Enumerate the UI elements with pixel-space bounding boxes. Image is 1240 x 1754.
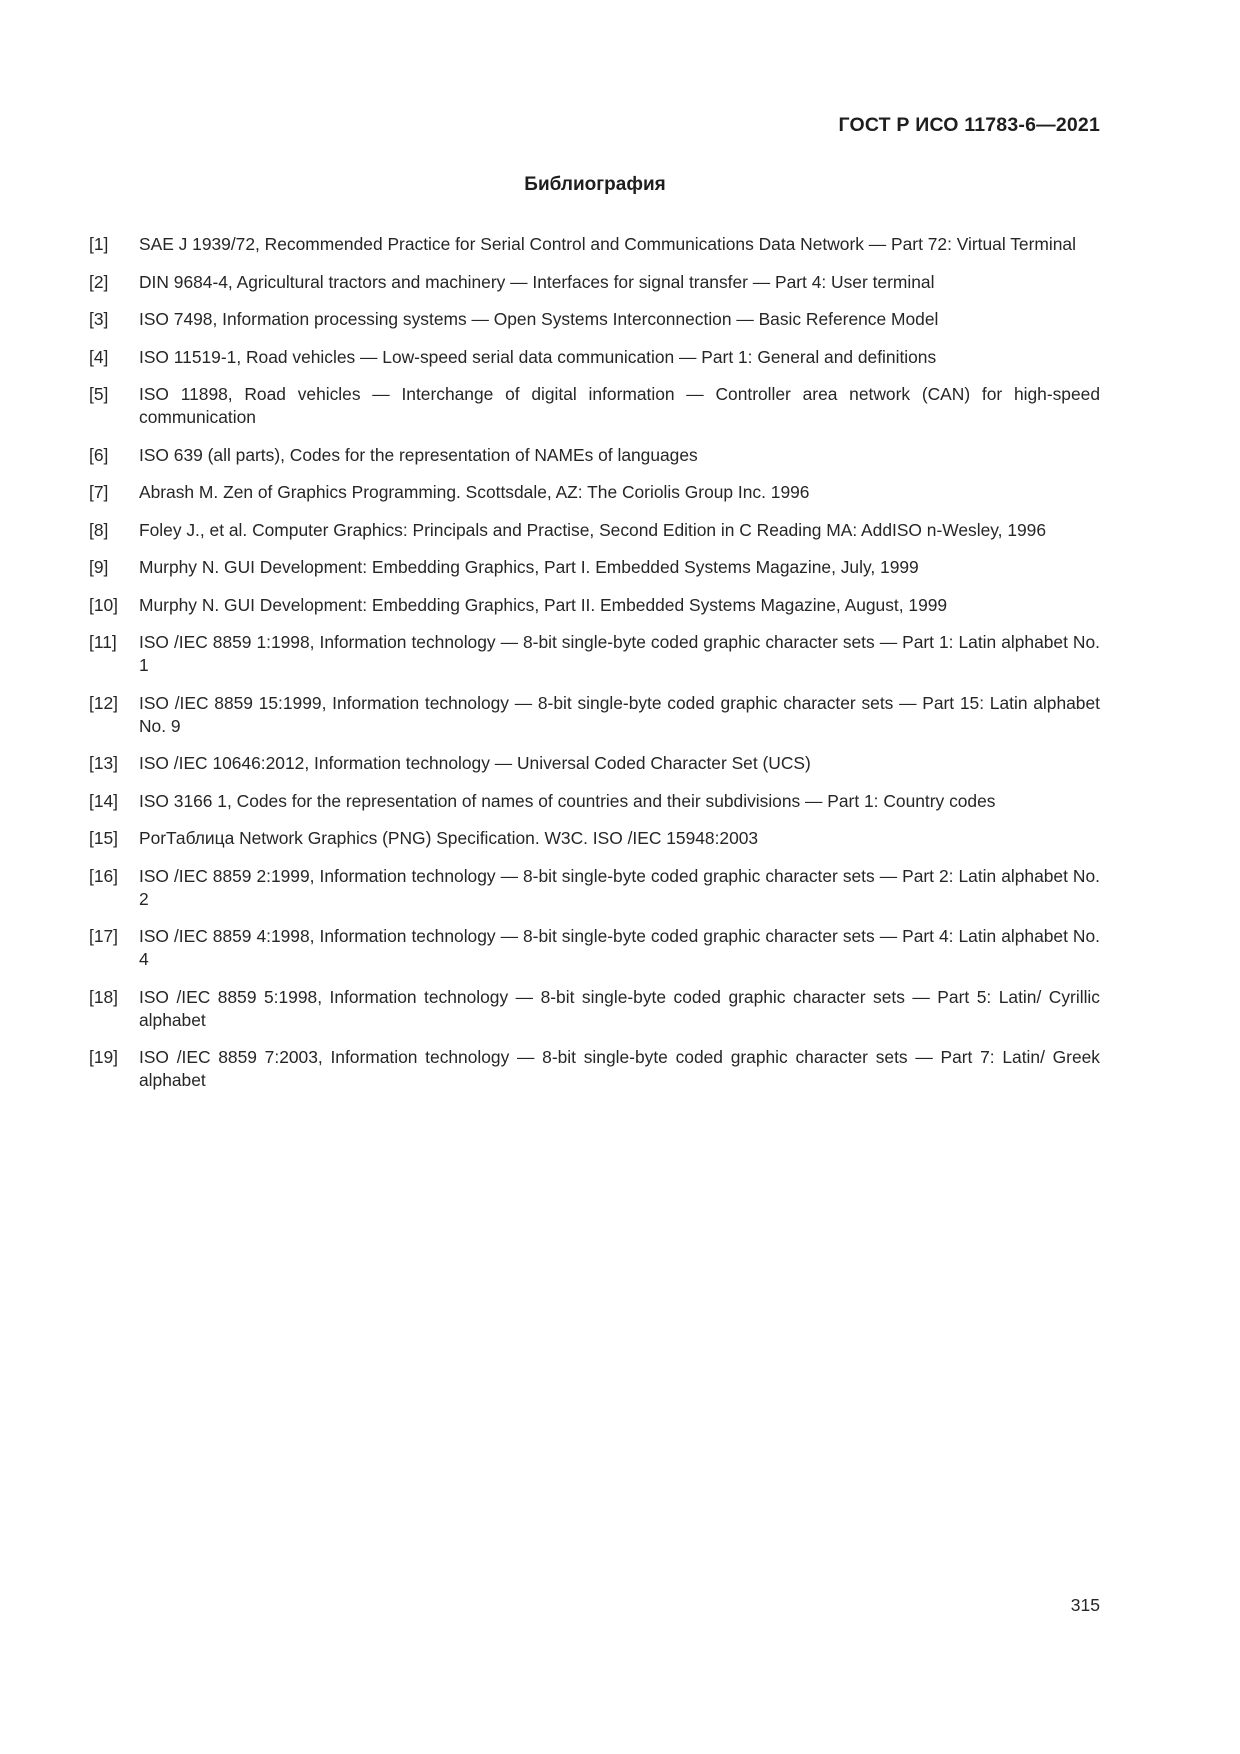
reference-text: ISO /IEC 8859 5:1998, Information technology — 8-bit single-byte coded graphic character sets — Part 5: Latin/ Cyrillic alphabet [139,986,1100,1030]
reference-item [89,444,1100,467]
reference-number: [2] [89,271,109,292]
reference-item [89,519,1100,542]
reference-item [89,692,1100,738]
reference-number: [19] [89,1047,119,1067]
reference-item [89,752,1100,775]
reference-item [89,308,1100,331]
reference-item [89,1046,1100,1092]
reference-number: [9] [89,557,109,577]
reference-item [89,594,1100,617]
reference-item [89,383,1100,429]
reference-text: ISO /IEC 8859 4:1998, Information technology — 8-bit single-byte coded graphic character sets — Part 4: Latin alphabet No. 4 [139,926,1100,969]
reference-item [89,827,1100,850]
reference-item [89,233,1100,256]
reference-text: ISO 3166 1, Codes for the representation of names of countries and their subdivisions — Part 1: Country codes [139,790,996,811]
reference-number: [15] [89,828,119,848]
reference-number: [12] [89,692,119,713]
reference-number: [1] [89,234,109,254]
reference-text: ISO 7498, Information processing systems — Open Systems Interconnection — Basic Reference Model [139,309,939,329]
reference-text: ISO /IEC 8859 7:2003, Information technology — 8-bit single-byte coded graphic character sets — Part 7: Latin/ Greek alphabet [139,1047,1100,1090]
reference-number: [17] [89,926,119,946]
document-code: ГОСТ Р ИСО 11783-6—2021 [838,114,1100,136]
reference-item [89,865,1100,911]
reference-number: [4] [89,346,109,367]
section-title: Библиография [524,174,666,195]
reference-item [89,986,1100,1032]
reference-number: [7] [89,482,109,502]
reference-text: ISO 639 (all parts), Codes for the representation of NAMEs of languages [139,444,698,465]
reference-text: ISO /IEC 8859 15:1999, Information technology — 8-bit single-byte coded graphic character sets — Part 15: Latin alphabet No. 9 [139,692,1100,736]
reference-item [89,631,1100,677]
reference-number: [11] [89,632,117,652]
reference-text: SAE J 1939/72, Recommended Practice for Serial Control and Communications Data Network — Part 72: Virtual Terminal [139,234,1076,254]
reference-item [89,556,1100,579]
reference-item [89,790,1100,813]
reference-text: ISO /IEC 8859 1:1998, Information technology — 8-bit single-byte coded graphic character sets — Part 1: Latin alphabet No. 1 [139,632,1100,675]
reference-number: [10] [89,594,119,615]
reference-text: ISO 11519-1, Road vehicles — Low-speed serial data communication — Part 1: General and definitions [139,346,937,367]
reference-item [89,925,1100,971]
reference-number: [14] [89,790,119,811]
reference-text: DIN 9684-4, Agricultural tractors and machinery — Interfaces for signal transfer — Part 4: User terminal [139,271,935,292]
reference-text: ISO /IEC 8859 2:1999, Information technology — 8-bit single-byte coded graphic character sets — Part 2: Latin alphabet No. 2 [139,865,1100,909]
reference-number: [8] [89,519,109,540]
reference-text: ISO /IEC 10646:2012, Information technology — Universal Coded Character Set (UCS) [139,753,811,773]
reference-number: [16] [89,865,119,886]
bibliography-list [89,233,1100,1107]
reference-text: PorТаблица Network Graphics (PNG) Specification. W3C. ISO /IEC 15948:2003 [139,828,759,848]
reference-item [89,346,1100,369]
reference-number: [5] [89,384,109,404]
reference-item [89,271,1100,294]
reference-text: Murphy N. GUI Development: Embedding Graphics, Part I. Embedded Systems Magazine, July, 1999 [139,557,919,577]
reference-number: [3] [89,309,109,329]
reference-number: [18] [89,986,119,1007]
reference-number: [6] [89,444,109,465]
reference-text: Abrash M. Zen of Graphics Programming. Scottsdale, AZ: The Coriolis Group Inc. 1996 [139,482,810,502]
reference-text: Foley J., et al. Computer Graphics: Principals and Practise, Second Edition in C Reading MA: AddISO n-Wesley, 1996 [139,519,1047,540]
reference-number: [13] [89,753,119,773]
page-number: 315 [1070,1595,1100,1615]
reference-item [89,481,1100,504]
reference-text: ISO 11898, Road vehicles — Interchange of digital information — Controller area network (CAN) for high-speed communication [139,384,1100,427]
reference-text: Murphy N. GUI Development: Embedding Graphics, Part II. Embedded Systems Magazine, August, 1999 [139,594,948,615]
